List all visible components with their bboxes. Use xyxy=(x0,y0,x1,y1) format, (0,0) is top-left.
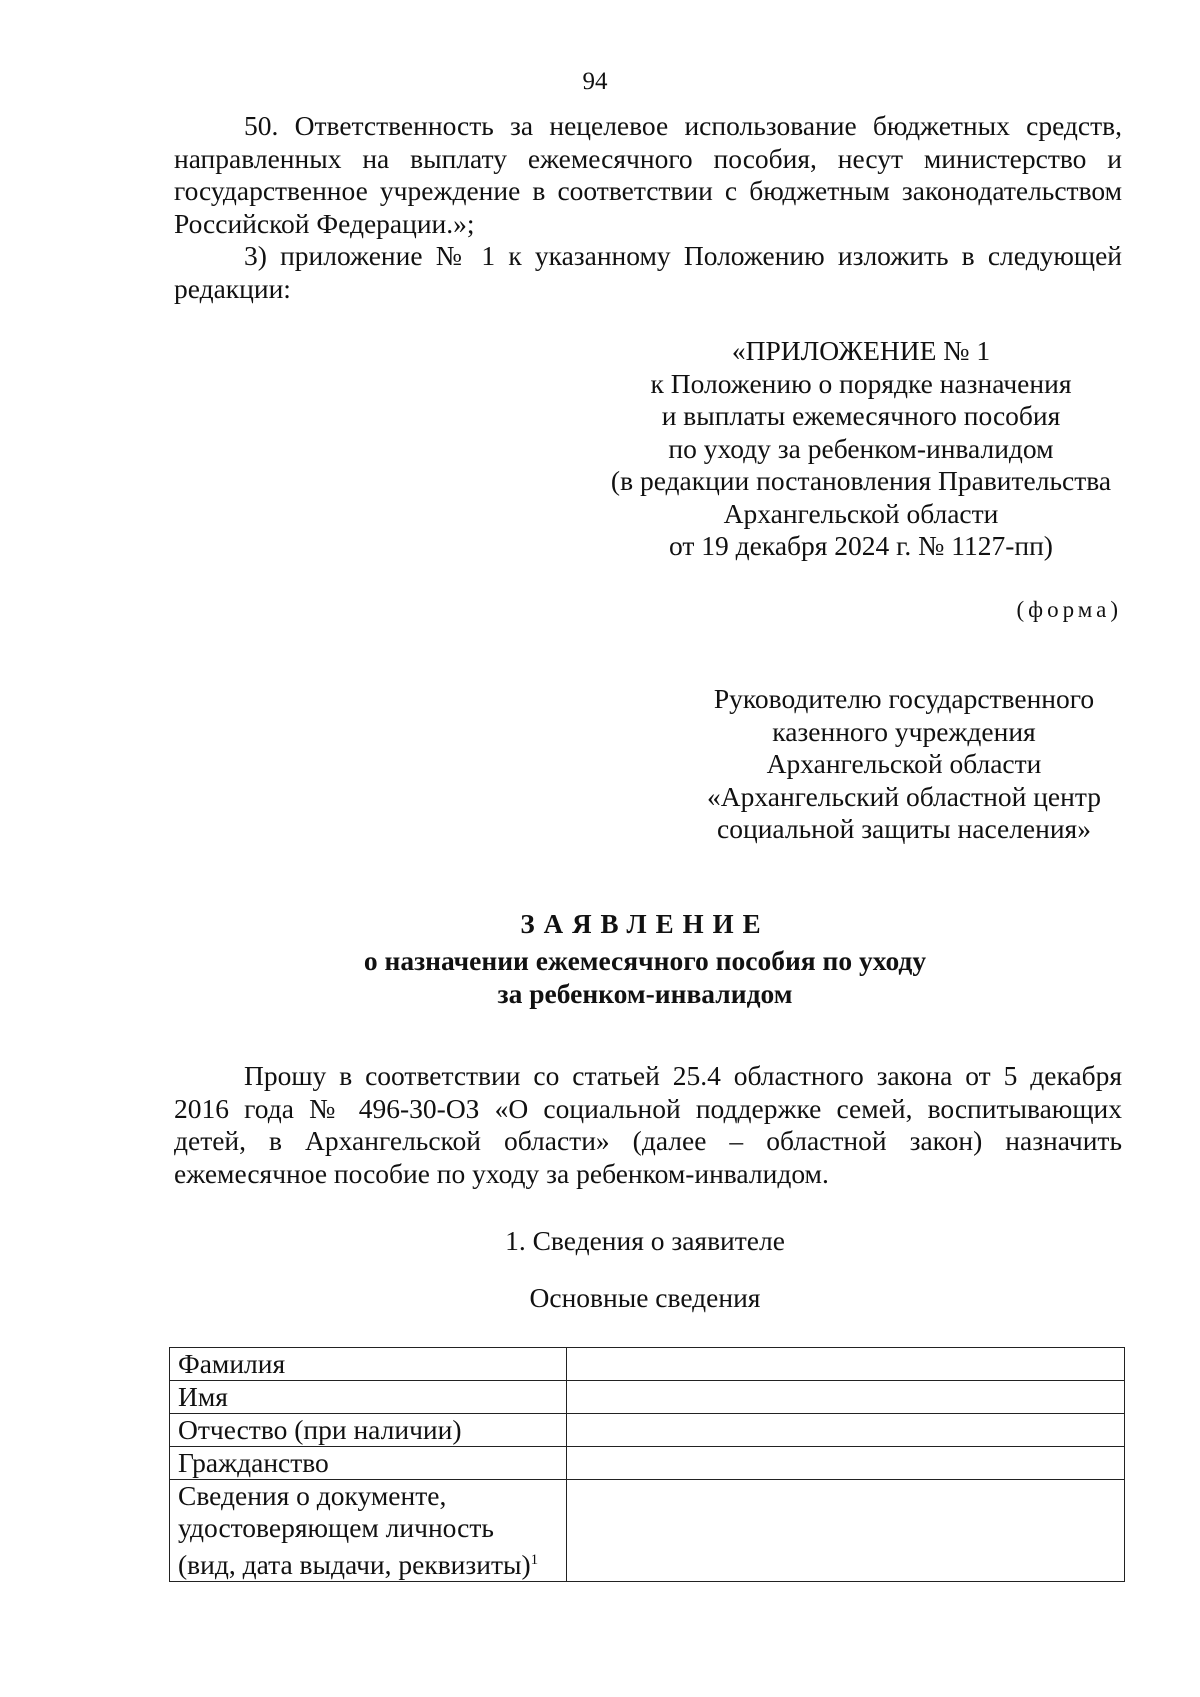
paragraph-3: 3) приложение № 1 к указанному Положению изложить в следующей редакции: xyxy=(174,240,1122,304)
table-row xyxy=(170,1414,1125,1447)
row-label-id-document xyxy=(170,1480,567,1582)
row-label-citizenship: Гражданство xyxy=(170,1447,567,1480)
page-number: 94 xyxy=(582,68,608,95)
paragraph-50: 50. Ответственность за нецелевое использование бюджетных средств, направленных на выплату ежемесячного пособия, несут министерство и государственное учреждение в соответствии с бюджетным законодательством Российской Федерации.»; xyxy=(174,110,1122,239)
appendix-header-line: Архангельской области xyxy=(723,497,999,529)
section-1-title: 1. Сведения о заявителе xyxy=(505,1225,785,1256)
addressee-line: «Архангельский областной центр xyxy=(707,780,1101,812)
table-row xyxy=(170,1480,1125,1582)
id-document-field[interactable] xyxy=(567,1480,1125,1582)
document-title: ЗАЯВЛЕНИЕ xyxy=(520,909,770,939)
row-label-surname: Фамилия xyxy=(170,1348,567,1381)
appendix-header-line: и выплаты ежемесячного пособия xyxy=(661,400,1061,431)
document-subtitle-line: о назначении ежемесячного пособия по уходу xyxy=(363,945,927,976)
patronymic-field[interactable] xyxy=(567,1414,1125,1447)
table-row xyxy=(170,1381,1125,1414)
id-document-label-line: Сведения о документе, xyxy=(178,1480,447,1511)
section-1-subtitle: Основные сведения xyxy=(529,1282,761,1313)
appendix-header-line: «ПРИЛОЖЕНИЕ № 1 xyxy=(731,335,991,366)
addressee-line: социальной защиты населения» xyxy=(717,813,1091,844)
form-label: (форма) xyxy=(1016,597,1122,622)
request-paragraph: Прошу в соответствии со статьей 25.4 областного закона от 5 декабря 2016 года № 496-30-ОЗ «О социальной поддержке семей, воспитывающих детей, в Архангельской области» (далее – областной закон) назначить ежемесячное пособие по уходу за ребенком-инвалидом. xyxy=(174,1060,1122,1189)
addressee-line: Архангельской области xyxy=(766,748,1042,779)
appendix-header xyxy=(600,335,1122,563)
row-label-name: Имя xyxy=(170,1381,567,1414)
appendix-header-line: к Положению о порядке назначения xyxy=(650,367,1072,399)
addressee-line: Руководителю государственного xyxy=(713,683,1095,714)
table-row xyxy=(170,1447,1125,1480)
appendix-header-line: (в редакции постановления Правительства xyxy=(610,465,1112,496)
surname-field[interactable] xyxy=(567,1348,1125,1381)
name-field[interactable] xyxy=(567,1381,1125,1414)
id-document-label-line xyxy=(178,1544,558,1581)
applicant-info-table xyxy=(169,1347,1125,1582)
addressee-line: казенного учреждения xyxy=(772,715,1036,747)
table-row xyxy=(170,1348,1125,1381)
document-subtitle xyxy=(0,945,1200,1010)
id-document-label-text: (вид, дата выдачи, реквизиты) xyxy=(178,1549,531,1581)
appendix-header-line: по уходу за ребенком-инвалидом xyxy=(668,432,1054,464)
id-document-label-line: удостоверяющем личность xyxy=(178,1512,494,1543)
addressee-block xyxy=(686,683,1122,846)
appendix-header-line: от 19 декабря 2024 г. № 1127-пп) xyxy=(669,530,1053,561)
citizenship-field[interactable] xyxy=(567,1447,1125,1480)
footnote-marker: 1 xyxy=(530,1552,539,1568)
row-label-patronymic: Отчество (при наличии) xyxy=(170,1414,567,1447)
document-subtitle-line: за ребенком-инвалидом xyxy=(497,977,793,1009)
